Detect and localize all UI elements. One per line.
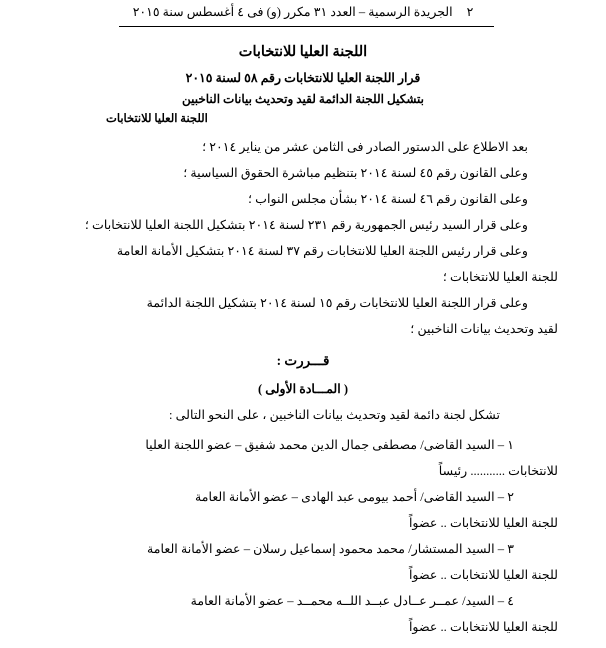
page-number: ٢ <box>466 5 474 19</box>
document-body <box>48 134 558 640</box>
member-1-line-1: ١ – السيد القاضى/ مصطفى جمال الدين محمد شفيق – عضو اللجنة العليا <box>145 438 514 452</box>
decided-label: قـــررت : <box>276 353 330 368</box>
page-title: اللجنة العليا للانتخابات <box>238 44 368 60</box>
preamble-line-3: وعلى القانون رقم ٤٦ لسنة ٢٠١٤ بشأن مجلس النواب ؛ <box>247 192 528 206</box>
running-header <box>0 4 606 24</box>
preamble-line-4: وعلى قرار السيد رئيس الجمهورية رقم ٢٣١ لسنة ٢٠١٤ بتشكيل اللجنة العليا للانتخابات ؛ <box>84 218 528 232</box>
decree-title: قرار اللجنة العليا للانتخابات رقم ٥٨ لسنة ٢٠١٥ <box>185 71 421 85</box>
member-3-line-1: ٣ – السيد المستشار/ محمد محمود إسماعيل رسلان – عضو الأمانة العامة <box>147 542 514 556</box>
preamble-line-6: وعلى قرار اللجنة العليا للانتخابات رقم ١٥ لسنة ٢٠١٤ بتشكيل اللجنة الدائمة <box>146 296 528 310</box>
member-3-line-2: للجنة العليا للانتخابات .. عضواً <box>408 568 558 582</box>
member-4-line-2: للجنة العليا للانتخابات .. عضواً <box>408 620 558 634</box>
member-1-line-2: للانتخابات ........... رئيساً <box>438 464 558 478</box>
decree-subtitle: بتشكيل اللجنة الدائمة لقيد وتحديث بيانات الناخبين <box>181 92 425 106</box>
member-2-line-2: للجنة العليا للانتخابات .. عضواً <box>408 516 558 530</box>
list-item <box>48 484 558 536</box>
article-heading: ( المـــادة الأولى ) <box>258 382 348 396</box>
preamble-line-1: بعد الاطلاع على الدستور الصادر فى الثامن عشر من يناير ٢٠١٤ ؛ <box>202 140 528 154</box>
member-list <box>48 432 558 640</box>
list-item <box>48 588 558 640</box>
issuing-authority: اللجنة العليا للانتخابات <box>106 113 208 125</box>
header-divider <box>119 26 494 27</box>
list-item <box>48 536 558 588</box>
article-intro: تشكل لجنة دائمة لقيد وتحديث بيانات الناخبين ، على النحو التالى : <box>169 408 500 422</box>
preamble-line-2: وعلى القانون رقم ٤٥ لسنة ٢٠١٤ بتنظيم مباشرة الحقوق السياسية ؛ <box>183 166 528 180</box>
gazette-issue-line: الجريدة الرسمية – العدد ٣١ مكرر (و) فى ٤ أغسطس سنة ٢٠١٥ <box>132 5 453 19</box>
member-2-line-1: ٢ – السيد القاضى/ أحمد بيومى عبد الهادى – عضو الأمانة العامة <box>194 490 514 504</box>
preamble-line-6-cont: لقيد وتحديث بيانات الناخبين ؛ <box>410 322 558 336</box>
member-4-line-1: ٤ – السيد/ عمــر عــادل عبــد اللــه محمــد – عضو الأمانة العامة <box>190 594 514 608</box>
preamble-line-5: وعلى قرار رئيس اللجنة العليا للانتخابات رقم ٣٧ لسنة ٢٠١٤ بتشكيل الأمانة العامة <box>116 244 528 258</box>
list-item <box>48 432 558 484</box>
preamble-line-5-cont: للجنة العليا للانتخابات ؛ <box>442 270 558 284</box>
